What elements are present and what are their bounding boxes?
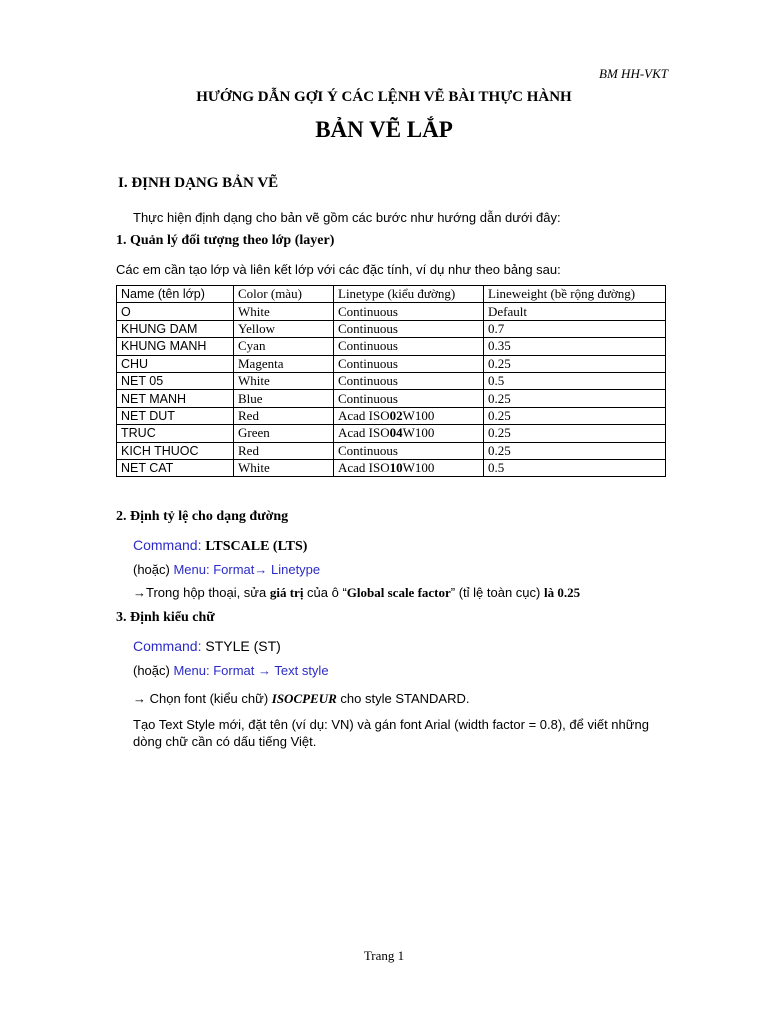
menu-prefix: (hoặc)	[133, 562, 174, 577]
table-row	[117, 407, 666, 424]
cell-linetype: Continuous	[334, 372, 484, 389]
command-value: LTSCALE (LTS)	[205, 539, 308, 554]
cell-color: Blue	[234, 390, 334, 407]
command-label: Command:	[133, 537, 206, 553]
cell-lineweight: 0.25	[484, 390, 666, 407]
text-style-instruction: Tạo Text Style mới, đặt tên (ví dụ: VN) và gán font Arial (width factor = 0.8), để viết những dòng chữ cần có dấu tiếng Việt.	[133, 717, 649, 749]
table-row	[117, 372, 666, 389]
dialog-instruction	[133, 585, 580, 601]
linetype-prefix: Acad ISO	[338, 425, 390, 441]
header-color: Color (màu)	[234, 286, 334, 303]
cell-name: O	[117, 303, 234, 320]
table-intro-text: Các em cần tạo lớp và liên kết lớp với các đặc tính, ví dụ như theo bảng sau:	[116, 262, 561, 277]
linetype-prefix: Acad ISO	[338, 460, 390, 476]
document-code: BM HH-VKT	[599, 66, 668, 81]
cell-color: White	[234, 372, 334, 389]
table-row	[117, 442, 666, 459]
cell-color: Red	[234, 442, 334, 459]
cell-name: NET CAT	[117, 459, 234, 476]
section-heading-format: I. ĐỊNH DẠNG BẢN VẼ	[118, 175, 279, 191]
cell-name: NET DUT	[117, 407, 234, 424]
cell-lineweight: 0.25	[484, 442, 666, 459]
table-row	[117, 320, 666, 337]
cell-lineweight: 0.25	[484, 425, 666, 442]
linetype-suffix: W100	[402, 407, 435, 423]
cell-color: Magenta	[234, 355, 334, 372]
cell-name: KHUNG DAM	[117, 320, 234, 337]
cell-linetype	[334, 407, 484, 424]
subheading-text-style: 3. Định kiểu chữ	[116, 610, 215, 625]
cell-linetype	[334, 425, 484, 442]
cell-lineweight: 0.25	[484, 407, 666, 424]
table-row	[117, 303, 666, 320]
dialog-emphasis: giá trị	[269, 585, 304, 600]
cell-lineweight: 0.25	[484, 355, 666, 372]
menu-path: Menu: Format → Text style	[173, 663, 329, 678]
font-name: ISOCPEUR	[271, 691, 337, 706]
linetype-number: 04	[389, 425, 403, 441]
cell-linetype: Continuous	[334, 390, 484, 407]
command-line-style	[133, 638, 281, 654]
dialog-value: là 0.25	[543, 585, 581, 600]
table-row	[117, 459, 666, 476]
cell-linetype: Continuous	[334, 338, 484, 355]
cell-linetype: Continuous	[334, 442, 484, 459]
dialog-text: của ô “	[303, 585, 347, 600]
cell-name: NET 05	[117, 372, 234, 389]
header-lineweight: Lineweight (bề rộng đường)	[484, 286, 666, 303]
layer-table	[116, 285, 666, 477]
section-intro-text: Thực hiện định dạng cho bản vẽ gồm các bước như hướng dẫn dưới đây:	[133, 210, 561, 225]
cell-color: White	[234, 459, 334, 476]
table-row	[117, 355, 666, 372]
command-line-ltscale	[133, 537, 307, 555]
header-linetype: Linetype (kiểu đường)	[334, 286, 484, 303]
cell-lineweight: 0.35	[484, 338, 666, 355]
menu-line-text-style	[133, 663, 329, 678]
cell-name: NET MANH	[117, 390, 234, 407]
document-subtitle: HƯỚNG DẪN GỢI Ý CÁC LỆNH VẼ BÀI THỰC HÀNH	[196, 89, 572, 105]
cell-linetype: Continuous	[334, 303, 484, 320]
linetype-suffix: W100	[402, 460, 435, 476]
command-label: Command:	[133, 638, 206, 654]
cell-color: Yellow	[234, 320, 334, 337]
linetype-number: 10	[389, 460, 403, 476]
dialog-text: →Trong hộp thoại, sửa	[133, 585, 270, 600]
cell-lineweight: Default	[484, 303, 666, 320]
document-title: BẢN VẼ LẮP	[315, 117, 453, 142]
cell-name: KICH THUOC	[117, 442, 234, 459]
cell-linetype: Continuous	[334, 355, 484, 372]
subheading-layer-management: 1. Quản lý đối tượng theo lớp (layer)	[116, 233, 335, 248]
cell-linetype: Continuous	[334, 320, 484, 337]
table-row	[117, 390, 666, 407]
menu-prefix: (hoặc)	[133, 663, 174, 678]
linetype-prefix: Acad ISO	[338, 407, 390, 423]
cell-lineweight: 0.5	[484, 372, 666, 389]
subheading-linetype-scale: 2. Định tỷ lệ cho dạng đường	[116, 509, 289, 524]
font-instruction	[133, 691, 469, 707]
dialog-text: ” (tỉ lệ toàn cục)	[450, 585, 544, 600]
cell-color: Cyan	[234, 338, 334, 355]
cell-lineweight: 0.7	[484, 320, 666, 337]
linetype-suffix: W100	[402, 425, 435, 441]
menu-line-linetype	[133, 562, 320, 577]
cell-name: TRUC	[117, 425, 234, 442]
table-row	[117, 338, 666, 355]
table-header-row	[117, 286, 666, 303]
command-value: STYLE (ST)	[205, 638, 281, 654]
cell-name: CHU	[117, 355, 234, 372]
font-text: cho style STANDARD.	[336, 691, 470, 706]
table-row	[117, 425, 666, 442]
cell-color: Red	[234, 407, 334, 424]
cell-name: KHUNG MANH	[117, 338, 234, 355]
menu-path: Menu: Format→ Linetype	[173, 562, 321, 577]
cell-lineweight: 0.5	[484, 459, 666, 476]
page-number: Trang 1	[363, 948, 405, 963]
cell-color: Green	[234, 425, 334, 442]
header-name: Name (tên lớp)	[117, 286, 234, 303]
cell-linetype	[334, 459, 484, 476]
cell-color: White	[234, 303, 334, 320]
font-text: → Chọn font (kiểu chữ)	[133, 691, 272, 706]
dialog-field-name: Global scale factor	[346, 585, 451, 600]
linetype-number: 02	[389, 407, 403, 423]
